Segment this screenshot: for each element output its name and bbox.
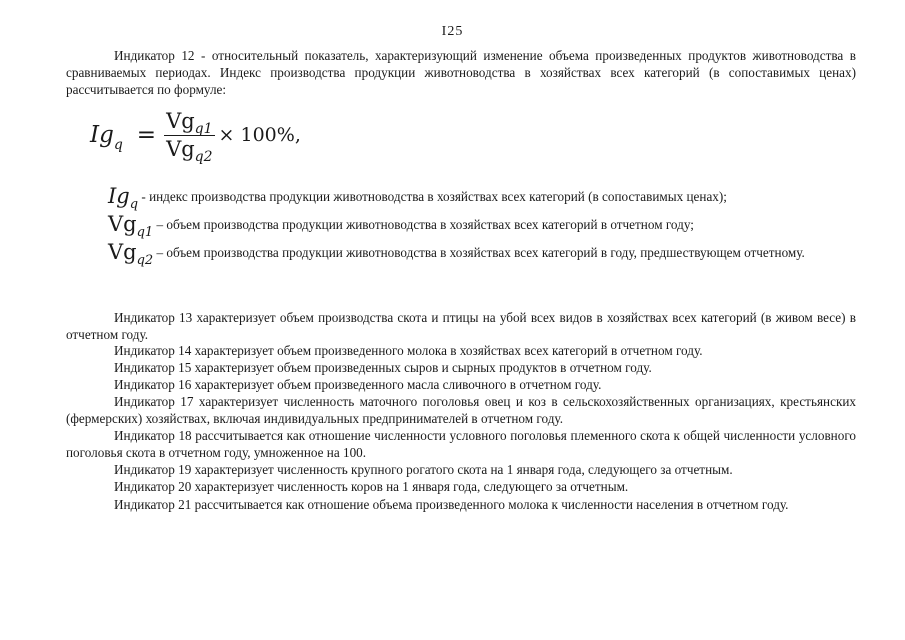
- indicator-18-paragraph: Индикатор 18 рассчитывается как отношение численности условного поголовья племенного скота к общей численности условного поголовья скота в отчетном году, умноженное на 100.: [66, 428, 856, 460]
- formula-denominator: $Vg_{q2}$: [166, 137, 213, 165]
- intro-paragraph: Индикатор 12 - относительный показатель, характеризующий изменение объема произведенных продуктов животноводства в сравниваемых периодах. Индекс производства продукции животноводства в хозяйствах всех категорий (в сопоставимых ценах) рассчитывается по формуле:: [66, 48, 856, 97]
- definition-text: – объем производства продукции животноводства в хозяйствах всех категорий в году, предшествующем отчетному.: [153, 245, 805, 260]
- formula: [90, 106, 301, 164]
- indicator-14-paragraph: Индикатор 14 характеризует объем произведенного молока в хозяйствах всех категорий в отчетном году.: [114, 343, 703, 358]
- formula-lhs: $Ig_q$: [90, 122, 123, 153]
- definition-text: - индекс производства продукции животноводства в хозяйствах всех категорий (в сопоставимых ценах);: [138, 189, 727, 204]
- definition-text: – объем производства продукции животноводства в хозяйствах всех категорий в отчетном году;: [153, 217, 694, 232]
- definition-ig: [66, 184, 856, 212]
- definition-symbol: $Vg_{q2}$: [108, 240, 154, 268]
- page-number: I25: [441, 24, 464, 39]
- indicator-19-paragraph: Индикатор 19 характеризует численность крупного рогатого скота на 1 января года, следующего за отчетным.: [114, 462, 733, 477]
- indicator-13-paragraph: Индикатор 13 характеризует объем производства скота и птицы на убой всех видов в хозяйствах всех категорий (в живом весе) в отчетном году.: [66, 310, 856, 342]
- indicator-17-paragraph: Индикатор 17 характеризует численность маточного поголовья овец и коз в сельскохозяйственных организациях, крестьянских (фермерских) хозяйствах, включая индивидуальных предпринимателей в отчетном году.: [66, 394, 856, 426]
- indicator-16-paragraph: Индикатор 16 характеризует объем произведенного масла сливочного в отчетном году.: [114, 377, 602, 392]
- definition-symbol: $Ig_q$: [108, 184, 139, 212]
- formula-fraction: [164, 109, 214, 165]
- definition-vgq2: [66, 240, 856, 268]
- formula-multiplier: × 100%,: [218, 124, 301, 146]
- indicator-20-paragraph: Индикатор 20 характеризует численность коров на 1 января года, следующего за отчетным.: [114, 479, 629, 494]
- indicator-15-paragraph: Индикатор 15 характеризует объем произведенных сыров и сырных продуктов в отчетном году.: [114, 360, 652, 375]
- formula-numerator: $Vg_{q1}$: [166, 109, 213, 137]
- formula-equals: =: [136, 122, 157, 148]
- indicator-21-paragraph: Индикатор 21 рассчитывается как отношение объема произведенного молока к численности населения в отчетном году.: [114, 497, 789, 512]
- definition-vgq1: [66, 212, 856, 240]
- definition-symbol: $Vg_{q1}$: [108, 212, 154, 240]
